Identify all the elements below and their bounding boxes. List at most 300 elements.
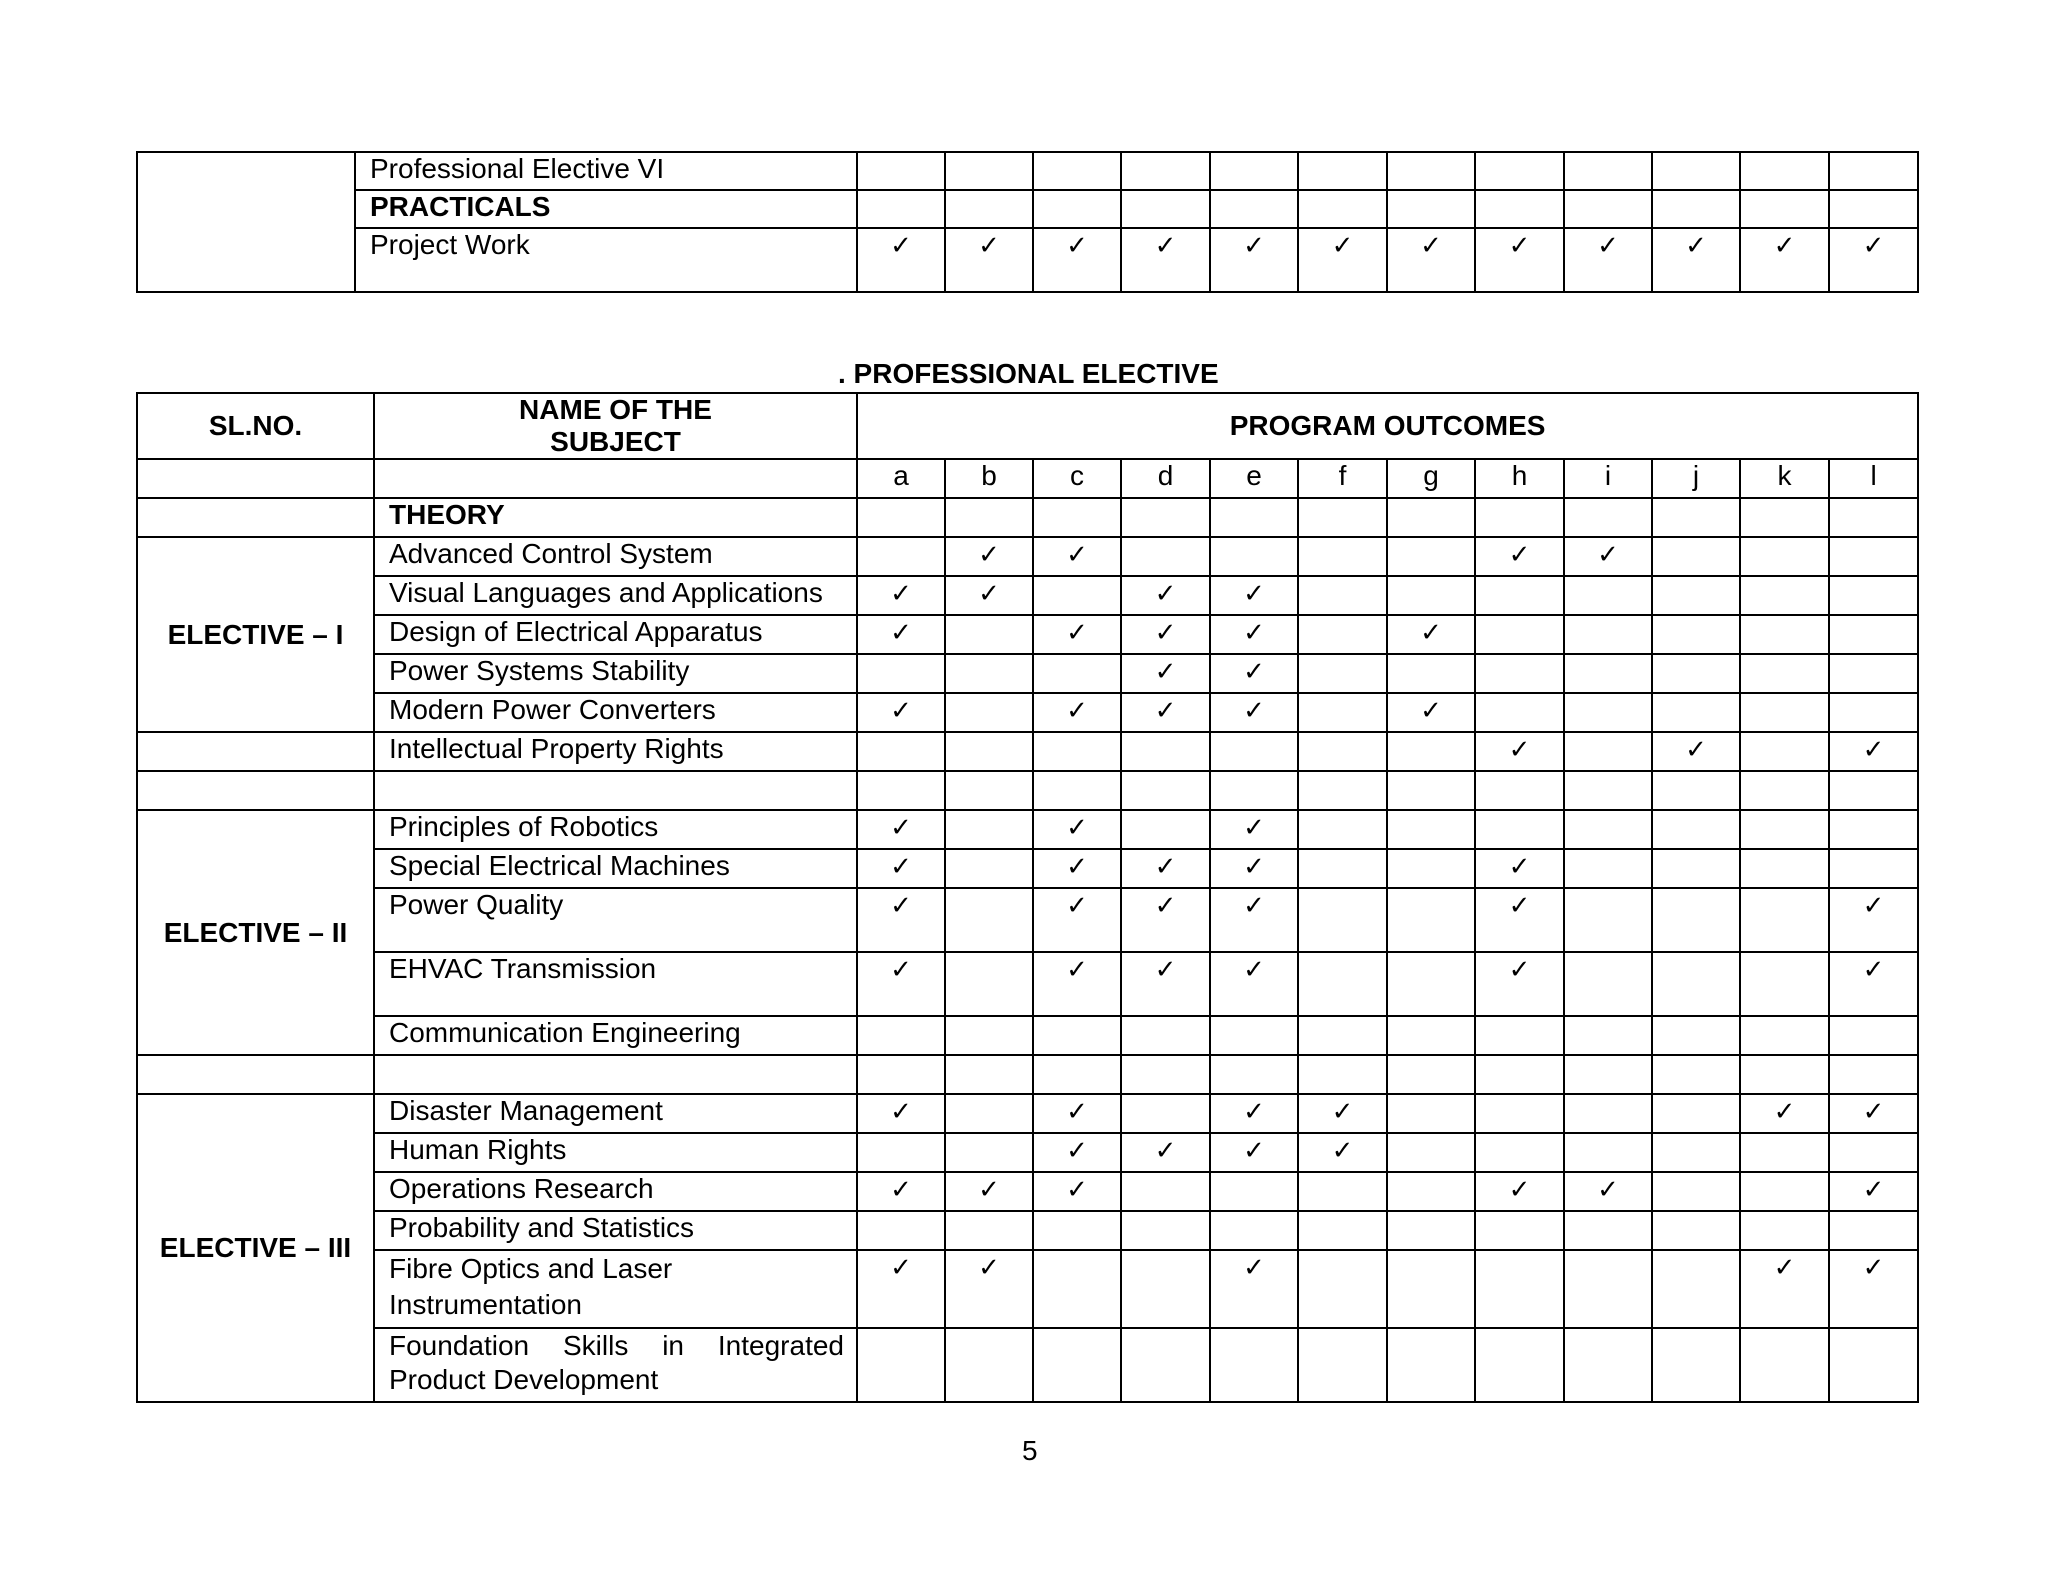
outcome-cell-b [945, 1133, 1033, 1172]
table-row [137, 771, 1918, 810]
checkmark-icon: ✓ [1862, 1097, 1885, 1127]
outcome-cell-h [1475, 654, 1564, 693]
subject-name: EHVAC Transmission [374, 952, 857, 1016]
outcome-cell-j [1652, 771, 1740, 810]
outcome-cell-c [1033, 849, 1121, 888]
outcome-cell-b [945, 732, 1033, 771]
outcome-cell-k [1740, 152, 1829, 190]
outcome-cell-l [1829, 771, 1918, 810]
checkmark-icon: ✓ [1243, 1136, 1265, 1166]
checkmark-icon: ✓ [978, 540, 1000, 570]
outcome-cell-b [945, 888, 1033, 952]
outcome-cell-g [1387, 152, 1475, 190]
outcome-cell-g [1387, 1055, 1475, 1094]
subject-name: Power Quality [374, 888, 857, 952]
table-row [137, 1055, 1918, 1094]
outcome-cell-l [1829, 1016, 1918, 1055]
outcome-cell-f [1298, 952, 1387, 1016]
checkmark-icon: ✓ [890, 813, 912, 843]
outcome-cell-h [1475, 888, 1564, 952]
outcome-cell-h [1475, 693, 1564, 732]
outcome-cell-b [945, 228, 1033, 292]
program-outcomes-header: PROGRAM OUTCOMES [857, 393, 1918, 459]
outcome-cell-c [1033, 771, 1121, 810]
outcome-cell-j [1652, 1094, 1740, 1133]
outcome-cell-g [1387, 732, 1475, 771]
outcome-cell-h [1475, 1328, 1564, 1402]
checkmark-icon: ✓ [890, 955, 912, 985]
checkmark-icon: ✓ [1243, 891, 1265, 921]
checkmark-icon: ✓ [1508, 891, 1531, 921]
checkmark-icon: ✓ [1508, 1175, 1531, 1205]
outcome-cell-b [945, 1211, 1033, 1250]
outcome-cell-i [1564, 228, 1652, 292]
outcome-cell-b [945, 190, 1033, 228]
outcome-cell-c [1033, 888, 1121, 952]
table-row [137, 1016, 1918, 1055]
subject-name: Special Electrical Machines [374, 849, 857, 888]
outcome-letter-k: k [1740, 459, 1829, 498]
outcome-cell-h [1475, 152, 1564, 190]
table-row [137, 1172, 1918, 1211]
subject-name: Fibre Optics and Laser Instrumentation [374, 1250, 857, 1328]
checkmark-icon: ✓ [1773, 1253, 1796, 1283]
outcome-cell-h [1475, 771, 1564, 810]
checkmark-icon: ✓ [1154, 852, 1177, 882]
outcome-letter-g: g [1387, 459, 1475, 498]
outcome-cell-g [1387, 1328, 1475, 1402]
outcome-cell-f [1298, 152, 1387, 190]
outcome-cell-g [1387, 615, 1475, 654]
outcome-cell-j [1652, 810, 1740, 849]
subject-name: Modern Power Converters [374, 693, 857, 732]
outcome-cell-f [1298, 654, 1387, 693]
outcome-cell-e [1210, 1250, 1298, 1328]
outcome-cell-d [1121, 654, 1210, 693]
outcome-cell-a [857, 732, 945, 771]
checkmark-icon: ✓ [1597, 1175, 1619, 1205]
outcome-cell-l [1829, 1133, 1918, 1172]
outcome-cell-a [857, 228, 945, 292]
outcome-cell-k [1740, 732, 1829, 771]
subject-name: Principles of Robotics [374, 810, 857, 849]
outcome-cell-a [857, 810, 945, 849]
checkmark-icon: ✓ [1243, 231, 1265, 261]
header-row [137, 393, 1918, 459]
outcome-cell-l [1829, 190, 1918, 228]
outcome-cell-b [945, 1172, 1033, 1211]
outcome-cell-g [1387, 576, 1475, 615]
checkmark-icon: ✓ [978, 231, 1000, 261]
outcome-letter-h: h [1475, 459, 1564, 498]
outcome-cell-j [1652, 1211, 1740, 1250]
empty-cell [137, 459, 374, 498]
checkmark-icon: ✓ [1862, 891, 1885, 921]
outcome-cell-e [1210, 1172, 1298, 1211]
table-row [137, 888, 1918, 952]
checkmark-icon: ✓ [890, 891, 912, 921]
outcome-cell-l [1829, 1250, 1918, 1328]
outcome-cell-k [1740, 1328, 1829, 1402]
table-row [137, 693, 1918, 732]
outcome-cell-e [1210, 1094, 1298, 1133]
table-row [137, 190, 1918, 228]
empty-cell [137, 152, 355, 292]
outcome-cell-k [1740, 1250, 1829, 1328]
elective-group-label: ELECTIVE – III [137, 1094, 374, 1402]
outcome-cell-e [1210, 732, 1298, 771]
outcome-cell-e [1210, 1211, 1298, 1250]
outcome-cell-l [1829, 732, 1918, 771]
checkmark-icon: ✓ [1508, 735, 1531, 765]
outcome-cell-i [1564, 1211, 1652, 1250]
outcome-cell-i [1564, 810, 1652, 849]
outcome-cell-f [1298, 1250, 1387, 1328]
checkmark-icon: ✓ [1685, 735, 1707, 765]
outcome-cell-e [1210, 537, 1298, 576]
outcome-cell-l [1829, 888, 1918, 952]
outcome-cell-d [1121, 190, 1210, 228]
outcome-cell-a [857, 693, 945, 732]
outcome-cell-e [1210, 771, 1298, 810]
outcome-cell-a [857, 615, 945, 654]
outcome-cell-d [1121, 1133, 1210, 1172]
outcome-cell-e [1210, 1133, 1298, 1172]
outcome-cell-l [1829, 1094, 1918, 1133]
outcome-cell-d [1121, 1055, 1210, 1094]
outcome-cell-i [1564, 849, 1652, 888]
checkmark-icon: ✓ [1420, 696, 1442, 726]
outcome-cell-d [1121, 1250, 1210, 1328]
checkmark-icon: ✓ [890, 231, 912, 261]
outcome-cell-i [1564, 1055, 1652, 1094]
checkmark-icon: ✓ [1331, 231, 1354, 261]
checkmark-icon: ✓ [1508, 955, 1531, 985]
outcome-cell-l [1829, 1328, 1918, 1402]
outcome-cell-l [1829, 654, 1918, 693]
outcome-cell-j [1652, 1172, 1740, 1211]
outcome-cell-l [1829, 693, 1918, 732]
outcome-cell-k [1740, 1133, 1829, 1172]
outcome-cell-l [1829, 810, 1918, 849]
checkmark-icon: ✓ [978, 579, 1000, 609]
outcome-letter-l: l [1829, 459, 1918, 498]
outcome-cell-k [1740, 1055, 1829, 1094]
subject-name [374, 771, 857, 810]
table-row [137, 537, 1918, 576]
checkmark-icon: ✓ [890, 1253, 912, 1283]
checkmark-icon: ✓ [890, 579, 912, 609]
outcome-cell-h [1475, 810, 1564, 849]
outcome-cell-l [1829, 952, 1918, 1016]
outcome-cell-k [1740, 888, 1829, 952]
checkmark-icon: ✓ [1243, 955, 1265, 985]
outcome-cell-h [1475, 952, 1564, 1016]
elective-group-label: ELECTIVE – II [137, 810, 374, 1055]
checkmark-icon: ✓ [1862, 231, 1885, 261]
outcome-cell-a [857, 1133, 945, 1172]
outcome-cell-j [1652, 1016, 1740, 1055]
checkmark-icon: ✓ [1862, 735, 1885, 765]
empty-cell [374, 459, 857, 498]
outcome-cell-h [1475, 537, 1564, 576]
outcome-cell-d [1121, 732, 1210, 771]
outcome-cell-d [1121, 693, 1210, 732]
checkmark-icon: ✓ [1066, 696, 1088, 726]
checkmark-icon: ✓ [1154, 579, 1177, 609]
outcome-letter-c: c [1033, 459, 1121, 498]
outcome-cell-c [1033, 1328, 1121, 1402]
outcome-cell-h [1475, 1172, 1564, 1211]
table-row [137, 1133, 1918, 1172]
outcome-cell-f [1298, 888, 1387, 952]
outcome-letter-e: e [1210, 459, 1298, 498]
checkmark-icon: ✓ [1066, 955, 1088, 985]
subject-name: Visual Languages and Applications [374, 576, 857, 615]
outcome-cell-i [1564, 152, 1652, 190]
outcome-cell-b [945, 771, 1033, 810]
outcome-cell-i [1564, 654, 1652, 693]
outcome-cell-e [1210, 152, 1298, 190]
outcome-cell-h [1475, 576, 1564, 615]
checkmark-icon: ✓ [1243, 852, 1265, 882]
outcome-cell-g [1387, 771, 1475, 810]
outcome-cell-f [1298, 1094, 1387, 1133]
checkmark-icon: ✓ [1243, 579, 1265, 609]
outcome-cell-j [1652, 1055, 1740, 1094]
outcome-letter-i: i [1564, 459, 1652, 498]
outcome-cell-i [1564, 888, 1652, 952]
table-row [137, 732, 1918, 771]
outcome-cell-j [1652, 152, 1740, 190]
outcome-cell-g [1387, 1133, 1475, 1172]
outcome-cell-k [1740, 190, 1829, 228]
outcome-cell-c [1033, 1172, 1121, 1211]
outcome-cell-c [1033, 1133, 1121, 1172]
outcome-cell-c [1033, 228, 1121, 292]
checkmark-icon: ✓ [1508, 852, 1531, 882]
outcome-cell-g [1387, 1211, 1475, 1250]
subject-name: Communication Engineering [374, 1016, 857, 1055]
table-row [137, 1328, 1918, 1402]
outcome-cell-b [945, 693, 1033, 732]
checkmark-icon: ✓ [1420, 618, 1442, 648]
outcome-cell-h [1475, 1250, 1564, 1328]
outcome-cell-e [1210, 576, 1298, 615]
outcome-cell-d [1121, 849, 1210, 888]
checkmark-icon: ✓ [1862, 955, 1885, 985]
checkmark-icon: ✓ [1773, 1097, 1796, 1127]
outcome-cell-g [1387, 1250, 1475, 1328]
outcome-cell-b [945, 654, 1033, 693]
outcome-cell-f [1298, 1055, 1387, 1094]
checkmark-icon: ✓ [1066, 540, 1088, 570]
outcome-cell-d [1121, 1094, 1210, 1133]
outcome-cell-d [1121, 1211, 1210, 1250]
outcome-cell-d [1121, 810, 1210, 849]
professional-elective-table [136, 392, 1919, 1403]
outcome-cell-d [1121, 152, 1210, 190]
outcome-cell-e [1210, 810, 1298, 849]
outcome-cell-k [1740, 1211, 1829, 1250]
outcome-cell-k [1740, 1172, 1829, 1211]
subject-name: Probability and Statistics [374, 1211, 857, 1250]
outcome-cell-g [1387, 537, 1475, 576]
checkmark-icon: ✓ [1331, 1136, 1354, 1166]
outcome-cell-c [1033, 190, 1121, 228]
outcome-cell-c [1033, 152, 1121, 190]
outcome-cell-g [1387, 888, 1475, 952]
checkmark-icon: ✓ [1066, 891, 1088, 921]
outcome-cell-b [945, 1094, 1033, 1133]
outcome-cell-e [1210, 849, 1298, 888]
outcome-cell-e [1210, 190, 1298, 228]
outcome-cell-i [1564, 732, 1652, 771]
outcome-cell-d [1121, 1016, 1210, 1055]
checkmark-icon: ✓ [1066, 852, 1088, 882]
checkmark-icon: ✓ [1066, 1097, 1088, 1127]
outcome-cell-j [1652, 952, 1740, 1016]
outcome-cell-j [1652, 693, 1740, 732]
checkmark-icon: ✓ [1331, 1097, 1354, 1127]
outcome-cell-c [1033, 693, 1121, 732]
outcome-cell-e [1210, 228, 1298, 292]
checkmark-icon: ✓ [1420, 231, 1442, 261]
outcome-cell-h [1475, 1094, 1564, 1133]
outcome-cell-b [945, 1016, 1033, 1055]
outcome-cell-d [1121, 615, 1210, 654]
outcome-cell-f [1298, 1172, 1387, 1211]
outcome-cell-l [1829, 152, 1918, 190]
outcome-cell-b [945, 576, 1033, 615]
checkmark-icon: ✓ [890, 1175, 912, 1205]
outcome-cell-a [857, 1016, 945, 1055]
checkmark-icon: ✓ [890, 1097, 912, 1127]
outcome-cell-b [945, 810, 1033, 849]
outcome-cell-k [1740, 849, 1829, 888]
theory-label: THEORY [374, 498, 857, 537]
outcome-cell-h [1475, 228, 1564, 292]
checkmark-icon: ✓ [1154, 696, 1177, 726]
outcome-cell-b [945, 849, 1033, 888]
checkmark-icon: ✓ [1685, 231, 1707, 261]
outcome-cell-g [1387, 1094, 1475, 1133]
checkmark-icon: ✓ [890, 852, 912, 882]
outcome-cell-i [1564, 1328, 1652, 1402]
outcome-cell-g [1387, 190, 1475, 228]
outcome-cell-a [857, 1250, 945, 1328]
outcome-cell-k [1740, 693, 1829, 732]
elective-group-label: ELECTIVE – I [137, 537, 374, 732]
checkmark-icon: ✓ [978, 1253, 1000, 1283]
outcome-cell-k [1740, 615, 1829, 654]
outcome-letters-row [137, 459, 1918, 498]
outcome-cell-f [1298, 693, 1387, 732]
outcome-cell-h [1475, 1211, 1564, 1250]
outcome-cell-h [1475, 1055, 1564, 1094]
table-row [137, 1211, 1918, 1250]
outcome-cell-g [1387, 1172, 1475, 1211]
outcome-cell-a [857, 1328, 945, 1402]
outcome-cell-f [1298, 1016, 1387, 1055]
subject-name: Design of Electrical Apparatus [374, 615, 857, 654]
table-row [137, 228, 1918, 292]
checkmark-icon: ✓ [978, 1175, 1000, 1205]
outcome-letter-a: a [857, 459, 945, 498]
checkmark-icon: ✓ [1243, 618, 1265, 648]
outcome-cell-i [1564, 576, 1652, 615]
outcome-cell-e [1210, 1328, 1298, 1402]
outcome-cell-l [1829, 537, 1918, 576]
page-number: 5 [1022, 1435, 1038, 1466]
outcome-cell-g [1387, 693, 1475, 732]
outcome-cell-i [1564, 952, 1652, 1016]
outcome-cell-f [1298, 537, 1387, 576]
continuation-table [136, 151, 1919, 293]
checkmark-icon: ✓ [1066, 618, 1088, 648]
outcome-cell-j [1652, 1250, 1740, 1328]
subject-header: NAME OF THE SUBJECT [374, 393, 857, 459]
outcome-cell-k [1740, 576, 1829, 615]
subject-name: Advanced Control System [374, 537, 857, 576]
outcome-cell-j [1652, 228, 1740, 292]
outcome-cell-c [1033, 615, 1121, 654]
outcome-cell-a [857, 1055, 945, 1094]
empty-cell [137, 1055, 374, 1094]
outcome-cell-d [1121, 228, 1210, 292]
outcome-cell-l [1829, 849, 1918, 888]
outcome-cell-i [1564, 615, 1652, 654]
outcome-cell-c [1033, 810, 1121, 849]
outcome-cell-h [1475, 615, 1564, 654]
subject-name: Disaster Management [374, 1094, 857, 1133]
outcome-cell-h [1475, 849, 1564, 888]
outcome-cell-j [1652, 849, 1740, 888]
subject-name: Operations Research [374, 1172, 857, 1211]
outcome-cell-c [1033, 732, 1121, 771]
outcome-cell-a [857, 1094, 945, 1133]
table-row [137, 152, 1918, 190]
empty-cell [137, 498, 374, 537]
outcome-cell-f [1298, 190, 1387, 228]
outcome-cell-j [1652, 732, 1740, 771]
outcome-cell-f [1298, 228, 1387, 292]
checkmark-icon: ✓ [1066, 1136, 1088, 1166]
checkmark-icon: ✓ [1154, 231, 1177, 261]
checkmark-icon: ✓ [1508, 231, 1531, 261]
checkmark-icon: ✓ [1066, 1175, 1088, 1205]
outcome-cell-d [1121, 952, 1210, 1016]
checkmark-icon: ✓ [1154, 955, 1177, 985]
outcome-cell-a [857, 1211, 945, 1250]
checkmark-icon: ✓ [1243, 1253, 1265, 1283]
outcome-cell-l [1829, 576, 1918, 615]
outcome-cell-i [1564, 771, 1652, 810]
checkmark-icon: ✓ [1243, 1097, 1265, 1127]
outcome-cell-g [1387, 849, 1475, 888]
outcome-cell-e [1210, 888, 1298, 952]
outcome-cell-k [1740, 1016, 1829, 1055]
outcome-cell-f [1298, 810, 1387, 849]
table-row [137, 615, 1918, 654]
outcome-cell-j [1652, 190, 1740, 228]
outcome-cell-h [1475, 732, 1564, 771]
outcome-cell-j [1652, 888, 1740, 952]
outcome-cell-c [1033, 952, 1121, 1016]
outcome-cell-d [1121, 537, 1210, 576]
table-row [137, 654, 1918, 693]
outcome-cell-d [1121, 1328, 1210, 1402]
